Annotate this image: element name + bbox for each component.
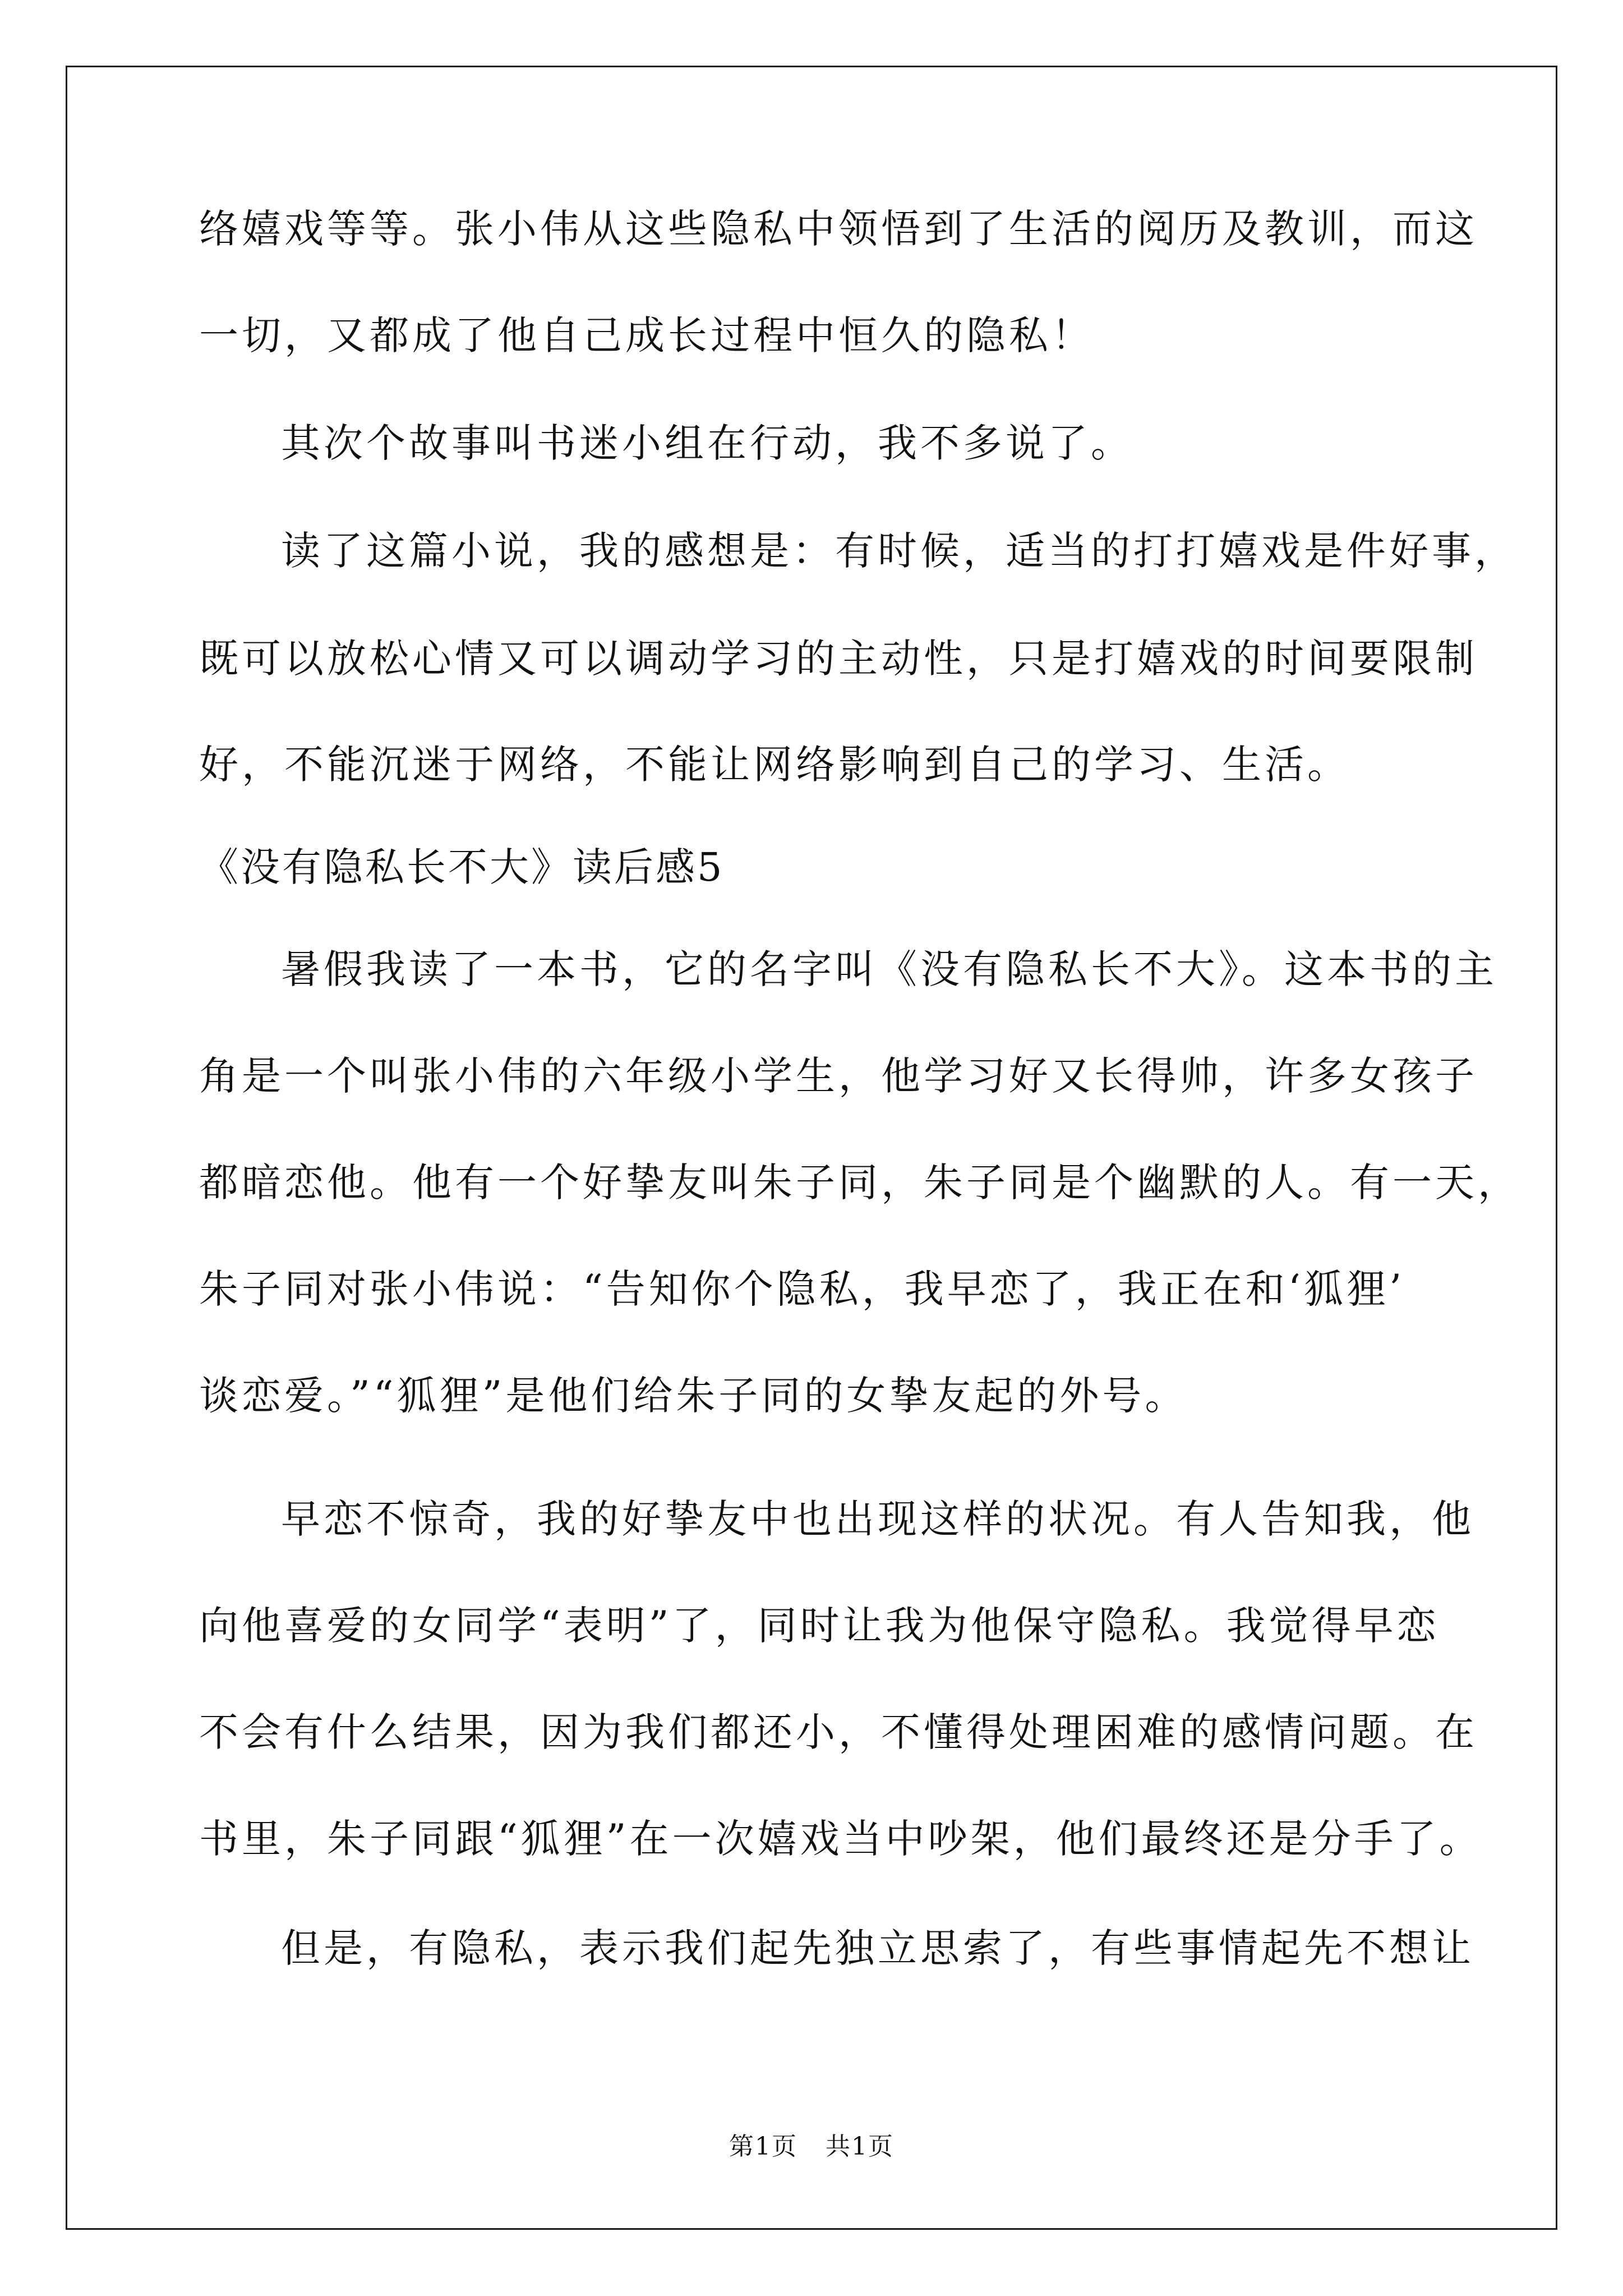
paragraph-line: 书里，朱子同跟“狐狸”在一次嬉戏当中吵架，他们最终还是分手了。 [199,1816,1482,1862]
paragraph-line: 角是一个叫张小伟的六年级小学生，他学习好又长得帅，许多女孩子 [199,1053,1478,1099]
paragraph-line: 读了这篇小说，我的感想是：有时候，适当的打打嬉戏是件好事， [281,528,1517,574]
page-number: 第1页 [729,2132,797,2161]
page-total: 共1页 [826,2132,894,2161]
paragraph-line: 其次个故事叫书迷小组在行动，我不多说了。 [281,420,1133,466]
paragraph-line: 都暗恋他。他有一个好挚友叫朱子同，朱子同是个幽默的人。有一天， [199,1159,1520,1205]
paragraph-line: 络嬉戏等等。张小伟从这些隐私中领悟到了生活的阅历及教训，而这 [199,206,1478,252]
paragraph-line: 朱子同对张小伟说：“告知你个隐私，我早恋了，我正在和‘狐狸’ [199,1266,1405,1312]
paragraph-line: 好，不能沉迷于网络，不能让网络影响到自己的学习、生活。 [199,742,1350,788]
page-border [66,66,1557,2230]
paragraph-line: 早恋不惊奇，我的好挚友中也出现这样的状况。有人告知我，他 [281,1496,1474,1542]
paragraph-line: 不会有什么结果，因为我们都还小，不懂得处理困难的感情问题。在 [199,1709,1478,1755]
paragraph-line: 一切，又都成了他自己成长过程中恒久的隐私！ [199,312,1094,358]
paragraph-line: 暑假我读了一本书，它的名字叫《没有隐私长不大》。这本书的主 [281,946,1497,992]
paragraph-line: 向他喜爱的女同学“表明”了，同时让我为他保守隐私。我觉得早恋 [199,1603,1440,1649]
page-footer [0,2126,1623,2162]
paragraph-line: 谈恋爱。”“狐狸”是他们给朱子同的女挚友起的外号。 [199,1373,1188,1419]
section-heading: 《没有隐私长不大》读后感5 [199,844,725,890]
paragraph-line: 既可以放松心情又可以调动学习的主动性，只是打嬉戏的时间要限制 [199,636,1478,682]
paragraph-line: 但是，有隐私，表示我们起先独立思索了，有些事情起先不想让 [281,1925,1474,1971]
